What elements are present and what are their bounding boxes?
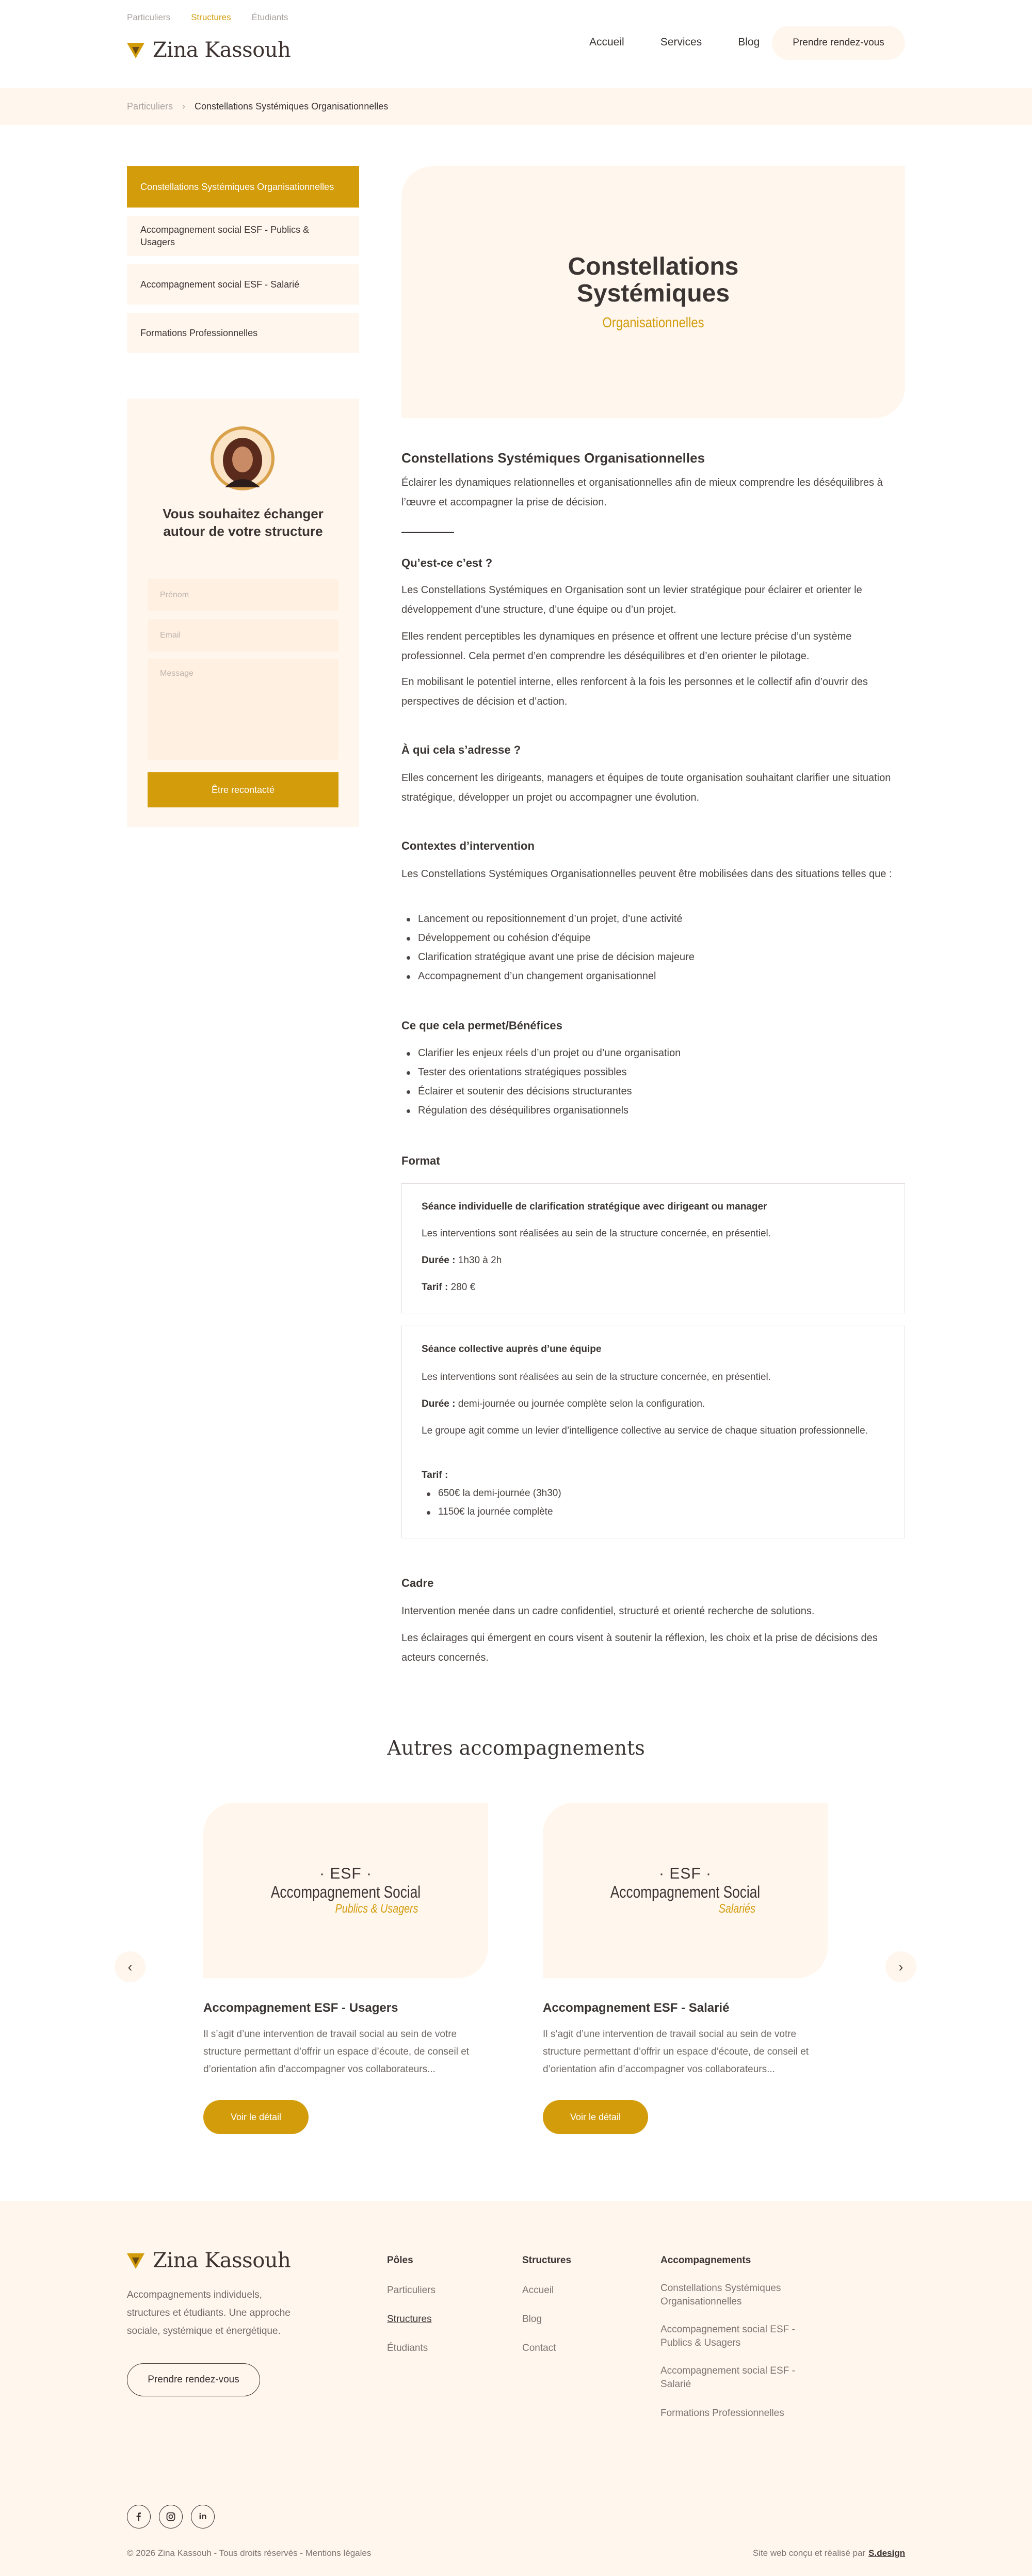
related-card-desc: Il s’agit d’une intervention de travail social au sein de votre structure permettant d’offrir un espace d’écoute, de conseil et d’orientation afin d’accompagner vos collaborateurs...: [543, 2029, 809, 2075]
related-card-image[interactable]: [543, 1803, 828, 1978]
carousel-prev-button[interactable]: ‹: [115, 1951, 146, 1982]
what-title: Qu’est-ce c’est ?: [401, 556, 493, 569]
credit-link[interactable]: S.design: [868, 2548, 905, 2558]
related-card-button[interactable]: Voir le détail: [543, 2100, 648, 2134]
footer-poles-title: Pôles: [387, 2255, 413, 2266]
format-collective-box: [401, 1326, 905, 1538]
frame-p1: Intervention menée dans un cadre confidentiel, structuré et orienté recherche de solutions.: [401, 1605, 815, 1617]
card-tag: · ESF ·: [659, 1865, 712, 1882]
contexts-list: [401, 910, 905, 986]
contact-card: [127, 399, 359, 827]
footer-link-contact[interactable]: Contact: [522, 2343, 556, 2354]
top-nav: [127, 12, 288, 23]
what-p3: En mobilisant le potentiel interne, elles renforcent à la fois les personnes et le collectif afin d’ouvrir des perspectives de décision et d’action.: [401, 676, 868, 707]
footer-cta-button[interactable]: Prendre rendez-vous: [127, 2363, 260, 2396]
email-field[interactable]: Email: [148, 619, 338, 651]
list-item: Clarifier les enjeux réels d’un projet ou d’une organisation: [401, 1044, 905, 1063]
carousel-next-button[interactable]: ›: [885, 1951, 916, 1982]
breadcrumb-parent[interactable]: Particuliers: [127, 101, 173, 112]
footer-link-blog[interactable]: Blog: [522, 2314, 542, 2325]
related-card-title[interactable]: Accompagnement ESF - Salarié: [543, 2001, 730, 2015]
sidebar-item-constellations[interactable]: Constellations Systémiques Organisationnelles: [127, 166, 359, 208]
format-collective-title: Séance collective auprès d’une équipe: [422, 1344, 602, 1355]
contexts-title: Contextes d’intervention: [401, 839, 535, 852]
footer-link-accueil[interactable]: Accueil: [522, 2285, 554, 2296]
frame-p2: Les éclairages qui émergent en cours visent à soutenir la réflexion, les choix et la prise de décisions des acteurs concernés.: [401, 1632, 878, 1663]
list-item: Lancement ou repositionnement d’un projet, d’une activité: [401, 910, 905, 929]
what-p1: Les Constellations Systémiques en Organisation sont un levier stratégique pour éclairer et orienter le développement d’une structure, d’une équipe ou d’un projet.: [401, 584, 862, 615]
who-p: Elles concernent les dirigeants, managers et équipes de toute organisation souhaitant clarifier une situation stratégique, développer un projet ou accompagner une évolution.: [401, 772, 891, 803]
top-nav-structures[interactable]: Structures: [191, 12, 231, 22]
benefits-list: [401, 1044, 905, 1120]
nav-blog[interactable]: Blog: [738, 36, 760, 48]
related-card-desc: Il s’agit d’une intervention de travail social au sein de votre structure permettant d’offrir un espace d’écoute, de conseil et d’orientation afin d’accompagner vos collaborateurs...: [203, 2029, 470, 2075]
header-cta-button[interactable]: Prendre rendez-vous: [772, 26, 905, 60]
content-intro: Éclairer les dynamiques relationnelles et organisationnelles afin de mieux comprendre les déséquilibres à l’œuvre et accompagner la prise de décision.: [401, 477, 883, 508]
breadcrumb-current: Constellations Systémiques Organisationnelles: [195, 101, 389, 112]
nav-services[interactable]: Services: [660, 36, 702, 48]
nav-accueil[interactable]: Accueil: [589, 36, 624, 48]
content-title: Constellations Systémiques Organisationnelles: [401, 450, 705, 466]
format-collective-duration: Durée : demi-journée ou journée complète selon la configuration.: [422, 1398, 705, 1409]
list-item: 1150€ la journée complète: [422, 1503, 561, 1521]
sidebar-item-formations[interactable]: Formations Professionnelles: [127, 313, 359, 353]
contexts-p: Les Constellations Systémiques Organisationnelles peuvent être mobilisées dans des situations telles que :: [401, 868, 892, 880]
footer-link-etudiants[interactable]: Étudiants: [387, 2343, 428, 2354]
card-subtitle: Publics & Usagers: [335, 1901, 418, 1916]
format-collective-price-label: Tarif :: [422, 1470, 448, 1481]
footer-description: Accompagnements individuels, structures et étudiants. Une approche sociale, systémique et énergétique.: [127, 2289, 291, 2336]
logo-icon: [126, 41, 146, 59]
logo-icon: [126, 2251, 146, 2270]
hero-subtitle: Organisationnelles: [602, 314, 704, 330]
hero-title: Constellations Systémiques: [568, 253, 739, 307]
divider: [401, 532, 454, 533]
message-field[interactable]: Message: [148, 659, 338, 760]
footer-logo-text: Zina Kassouh: [153, 2249, 291, 2272]
list-item: Régulation des déséquilibres organisationnels: [401, 1101, 905, 1120]
footer-accompagnements-title: Accompagnements: [660, 2255, 751, 2266]
footer-link-structures[interactable]: Structures: [387, 2314, 432, 2325]
card-name: Accompagnement Social: [270, 1882, 421, 1901]
format-individual-box: [401, 1183, 905, 1313]
format-collective-prices: [422, 1484, 561, 1521]
list-item: 650€ la demi-journée (3h30): [422, 1484, 561, 1503]
footer-link-esf-publics[interactable]: Accompagnement social ESF - Publics & Usagers: [660, 2324, 795, 2348]
linkedin-icon[interactable]: in: [191, 2505, 215, 2529]
related-title: Autres accompagnements: [387, 1737, 645, 1759]
sidebar-item-esf-salarie[interactable]: Accompagnement social ESF - Salarié: [127, 264, 359, 305]
breadcrumb: [127, 101, 388, 112]
card-name: Accompagnement Social: [610, 1882, 761, 1901]
breadcrumb-separator: ›: [182, 101, 186, 112]
frame-title: Cadre: [401, 1577, 434, 1589]
related-card-button[interactable]: Voir le détail: [203, 2100, 309, 2134]
format-individual-duration: Durée : 1h30 à 2h: [422, 1255, 502, 1266]
list-item: Clarification stratégique avant une prise de décision majeure: [401, 948, 905, 967]
related-card-image[interactable]: [203, 1803, 488, 1978]
avatar: [211, 426, 275, 490]
copyright: © 2026 Zina Kassouh - Tous droits réservés - Mentions légales: [127, 2548, 372, 2558]
footer-link-esf-salarie[interactable]: Accompagnement social ESF - Salarié: [660, 2365, 795, 2390]
format-individual-p: Les interventions sont réalisées au sein de la structure concernée, en présentiel.: [422, 1228, 771, 1239]
top-nav-particuliers[interactable]: Particuliers: [127, 12, 171, 22]
what-p2: Elles rendent perceptibles les dynamiques en présence et offrent une lecture précise d’un système professionnel. Cela permet d’en comprendre les déséquilibres et d’en orienter le pilotage.: [401, 631, 852, 662]
list-item: Accompagnement d’un changement organisationnel: [401, 967, 905, 986]
format-individual-title: Séance individuelle de clarification stratégique avec dirigeant ou manager: [422, 1201, 767, 1212]
credit: [753, 2548, 905, 2558]
social-links: [127, 2505, 215, 2529]
format-collective-p: Les interventions sont réalisées au sein de la structure concernée, en présentiel.: [422, 1372, 771, 1382]
main-nav: [589, 36, 760, 49]
list-item: Éclairer et soutenir des décisions structurantes: [401, 1082, 905, 1101]
logo-text: Zina Kassouh: [153, 38, 291, 62]
footer-structures-title: Structures: [522, 2255, 572, 2266]
footer-link-constellations[interactable]: Constellations Systémiques Organisationnelles: [660, 2283, 781, 2307]
who-title: À qui cela s’adresse ?: [401, 743, 521, 756]
card-tag: · ESF ·: [319, 1865, 372, 1882]
related-card-title[interactable]: Accompagnement ESF - Usagers: [203, 2001, 398, 2015]
credit-prefix: Site web conçu et réalisé par: [752, 2548, 866, 2558]
card-subtitle: Salariés: [718, 1901, 755, 1916]
format-collective-p2: Le groupe agit comme un levier d’intelligence collective au service de chaque situation professionnelle.: [422, 1425, 868, 1436]
hero-banner: [401, 166, 905, 418]
contact-title: Vous souhaitez échanger autour de votre structure: [163, 506, 324, 539]
list-item: Tester des orientations stratégiques possibles: [401, 1063, 905, 1082]
top-nav-etudiants[interactable]: Étudiants: [251, 12, 288, 22]
footer-link-formations[interactable]: Formations Professionnelles: [660, 2408, 784, 2419]
footer-logo[interactable]: [126, 2249, 291, 2272]
first-name-field[interactable]: Prénom: [148, 579, 338, 611]
contact-submit-button[interactable]: Être recontacté: [148, 772, 338, 807]
instagram-icon[interactable]: [159, 2505, 183, 2529]
format-individual-price: Tarif : 280 €: [422, 1282, 476, 1293]
footer-link-particuliers[interactable]: Particuliers: [387, 2285, 436, 2296]
facebook-icon[interactable]: [127, 2505, 151, 2529]
sidebar-item-esf-publics[interactable]: Accompagnement social ESF - Publics & Usagers: [127, 216, 359, 256]
benefits-title: Ce que cela permet/Bénéfices: [401, 1019, 562, 1032]
list-item: Développement ou cohésion d’équipe: [401, 929, 905, 948]
format-title: Format: [401, 1154, 440, 1167]
logo[interactable]: [126, 38, 291, 62]
